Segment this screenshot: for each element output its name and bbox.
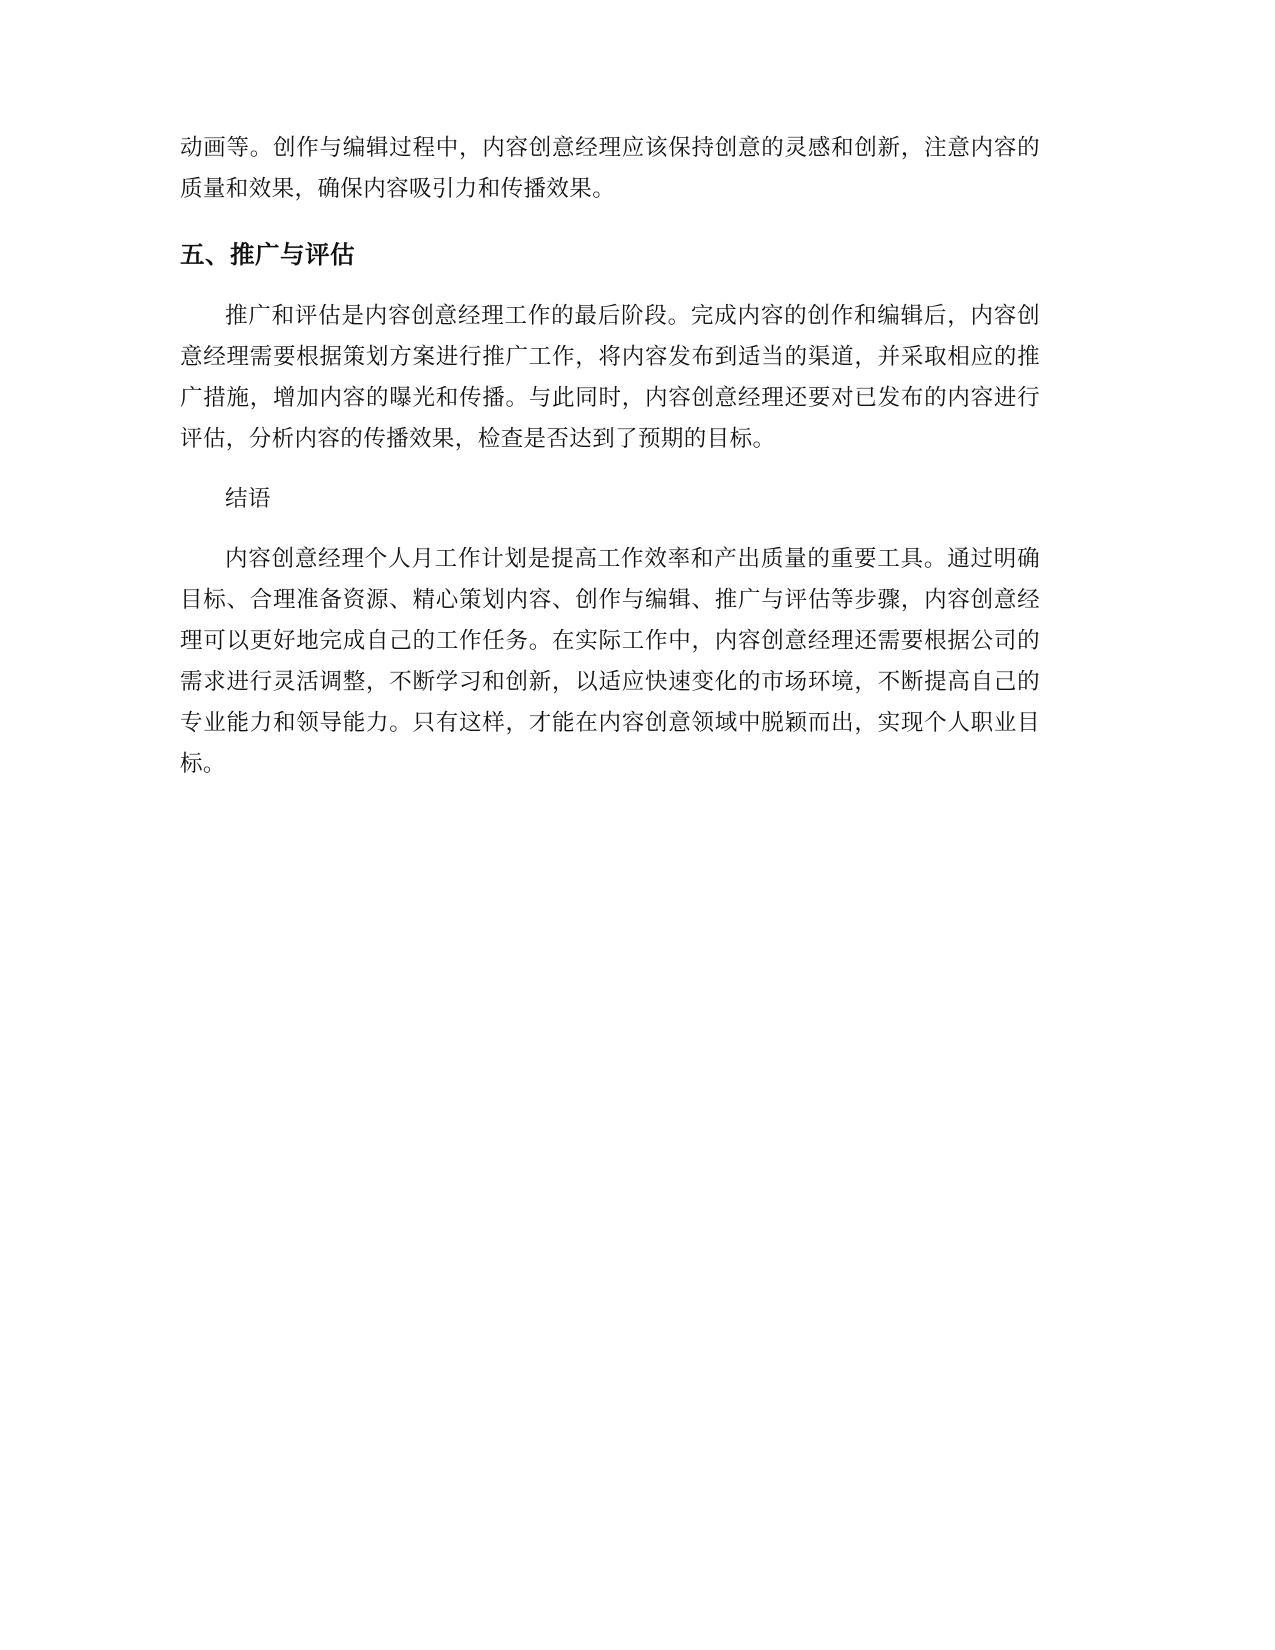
document-page <box>180 128 1040 785</box>
conclusion-paragraph: 内容创意经理个人月工作计划是提高工作效率和产出质量的重要工具。通过明确目标、合理准备资源、精心策划内容、创作与编辑、推广与评估等步骤，内容创意经理可以更好地完成自己的工作任务。在实际工作中，内容创意经理还需要根据公司的需求进行灵活调整，不断学习和创新，以适应快速变化的市场环境，不断提高自己的专业能力和领导能力。只有这样，才能在内容创意领域中脱颖而出，实现个人职业目标。 <box>180 546 1040 777</box>
section-paragraph-promotion-evaluation: 推广和评估是内容创意经理工作的最后阶段。完成内容的创作和编辑后，内容创意经理需要根据策划方案进行推广工作，将内容发布到适当的渠道，并采取相应的推广措施，增加内容的曝光和传播。与此同时，内容创意经理还要对已发布的内容进行评估，分析内容的传播效果，检查是否达到了预期的目标。 <box>180 303 1040 452</box>
continued-paragraph: 动画等。创作与编辑过程中，内容创意经理应该保持创意的灵感和创新，注意内容的质量和效果，确保内容吸引力和传播效果。 <box>180 135 1040 202</box>
conclusion-label: 结语 <box>225 486 271 512</box>
section-heading-promotion-evaluation: 五、推广与评估 <box>180 240 355 269</box>
